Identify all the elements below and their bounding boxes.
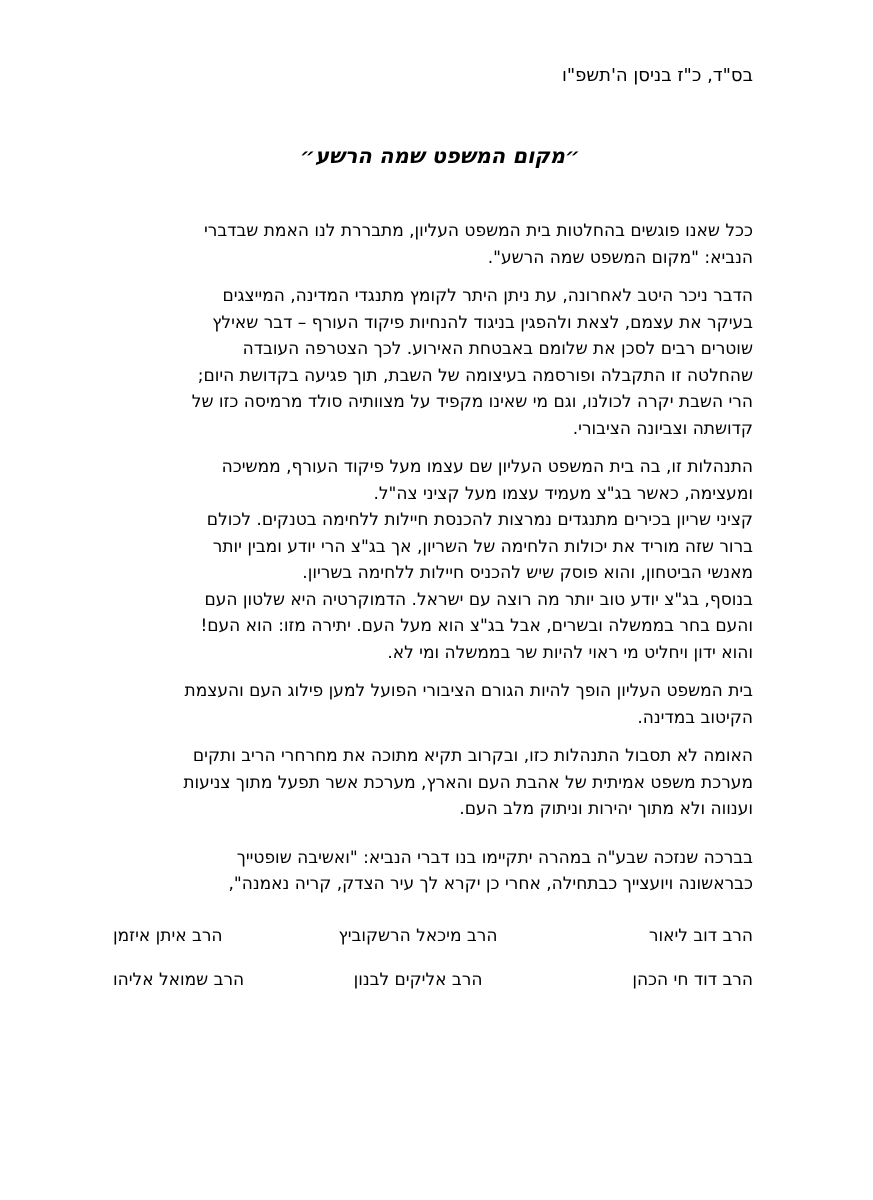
text-line: מערכת משפט אמיתית של אהבת העם והארץ, מערכת אשר תפעל מתוך צניעות xyxy=(183,772,753,793)
signature-name: הרב דוד חי הכהן xyxy=(632,970,753,990)
text-line: שהחלטה זו התקבלה ופורסמה בעיצומה של השבת, תוך פגיעה בקדושת היום; xyxy=(197,365,753,386)
signature-name: הרב אליקים לבנון xyxy=(353,970,483,990)
paragraph-4 xyxy=(113,678,753,731)
text-line: הדבר ניכר היטב לאחרונה, עת ניתן היתר לקומץ מתנגדי המדינה, המייצגים xyxy=(222,286,753,306)
text-line: ומעצימה, כאשר בג"צ מעמיד עצמו מעל קציני צה"ל. xyxy=(373,483,753,504)
signature-name: הרב איתן איזמן xyxy=(113,926,223,946)
signatures-block xyxy=(113,922,753,1010)
signature-row xyxy=(113,966,753,994)
text-line: בברכה שנזכה שבע"ה במהרה יתקיימו בנו דברי הנביא: "ואשיבה שופטייך xyxy=(236,847,753,868)
text-line: קדושתה וצביונה הציבורי. xyxy=(572,418,753,439)
text-line: ברור שזה מוריד את יכולות הלחימה של השריון, אך בג"צ הרי יודע ומבין יותר xyxy=(212,536,753,557)
text-line: התנהלות זו, בה בית המשפט העליון שם עצמו מעל פיקוד העורף, ממשיכה xyxy=(221,457,753,477)
signature-name: הרב מיכאל הרשקוביץ xyxy=(338,926,498,946)
paragraph-blessing xyxy=(113,845,753,898)
paragraph-3 xyxy=(113,454,753,666)
hebrew-date: בס"ד, כ"ז בניסן ה'תשפ"ו xyxy=(561,65,753,86)
text-line: והעם בחר בממשלה ובשרים, אבל בג"צ הוא מעל העם. יתירה מזו: הוא העם! xyxy=(200,616,753,636)
text-line: בנוסף, בג"צ יודע טוב יותר מה רוצה עם ישראל. הדמוקרטיה היא שלטון העם xyxy=(204,589,753,610)
text-line: האומה לא תסבול התנהלות כזו, ובקרוב תקיא מתוכה את מחרחרי הריב ותקים xyxy=(192,746,753,766)
text-line: מאנשי הביטחון, והוא פוסק שיש להכניס חיילות ללחימה בשריון. xyxy=(302,563,753,583)
signature-name: הרב דוב ליאור xyxy=(648,926,753,946)
text-line: הרי השבת יקרה לכולנו, וגם מי שאינו מקפיד על מצוותיה סולד מרמיסה כזו של xyxy=(191,392,753,412)
text-line: הקיטוב במדינה. xyxy=(637,707,753,728)
text-line: קציני שריון בכירים מתנגדים נמרצות להכנסת חיילות ללחימה בטנקים. לכולם xyxy=(206,510,753,530)
text-line: וענווה ולא מתוך יהירות וניתוק מלב העם. xyxy=(459,799,753,819)
paragraph-1 xyxy=(113,218,753,271)
text-line: הנביא: "מקום המשפט שמה הרשע". xyxy=(487,247,753,268)
text-line: כבראשונה ויועצייך כבתחילה, אחרי כן יקרא לך עיר הצדק, קריה נאמנה", xyxy=(228,874,753,894)
paragraph-5 xyxy=(113,743,753,823)
text-line: ככל שאנו פוגשים בהחלטות בית המשפט העליון, מתבררת לנו האמת שבדברי xyxy=(203,221,753,241)
signature-name: הרב שמואל אליהו xyxy=(113,970,245,990)
text-line: והוא ידון ויחליט מי ראוי להיות שר בממשלה ומי לא. xyxy=(387,642,753,663)
text-line: בעיקר את עצמם, לצאת ולהפגין בניגוד להנחיות פיקוד העורף – דבר שאילץ xyxy=(212,312,753,333)
letter-body xyxy=(113,218,753,910)
paragraph-2 xyxy=(113,283,753,442)
text-line: שוטרים רבים לסכן את שלומם באבטחת האירוע. לכך הצטרפה העובדה xyxy=(242,339,753,359)
text-line: בית המשפט העליון הופך להיות הגורם הציבורי הפועל למען פילוג העם והעצמת xyxy=(184,681,753,701)
signature-row xyxy=(113,922,753,950)
document-title: ״מקום המשפט שמה הרשע״ xyxy=(300,144,580,168)
